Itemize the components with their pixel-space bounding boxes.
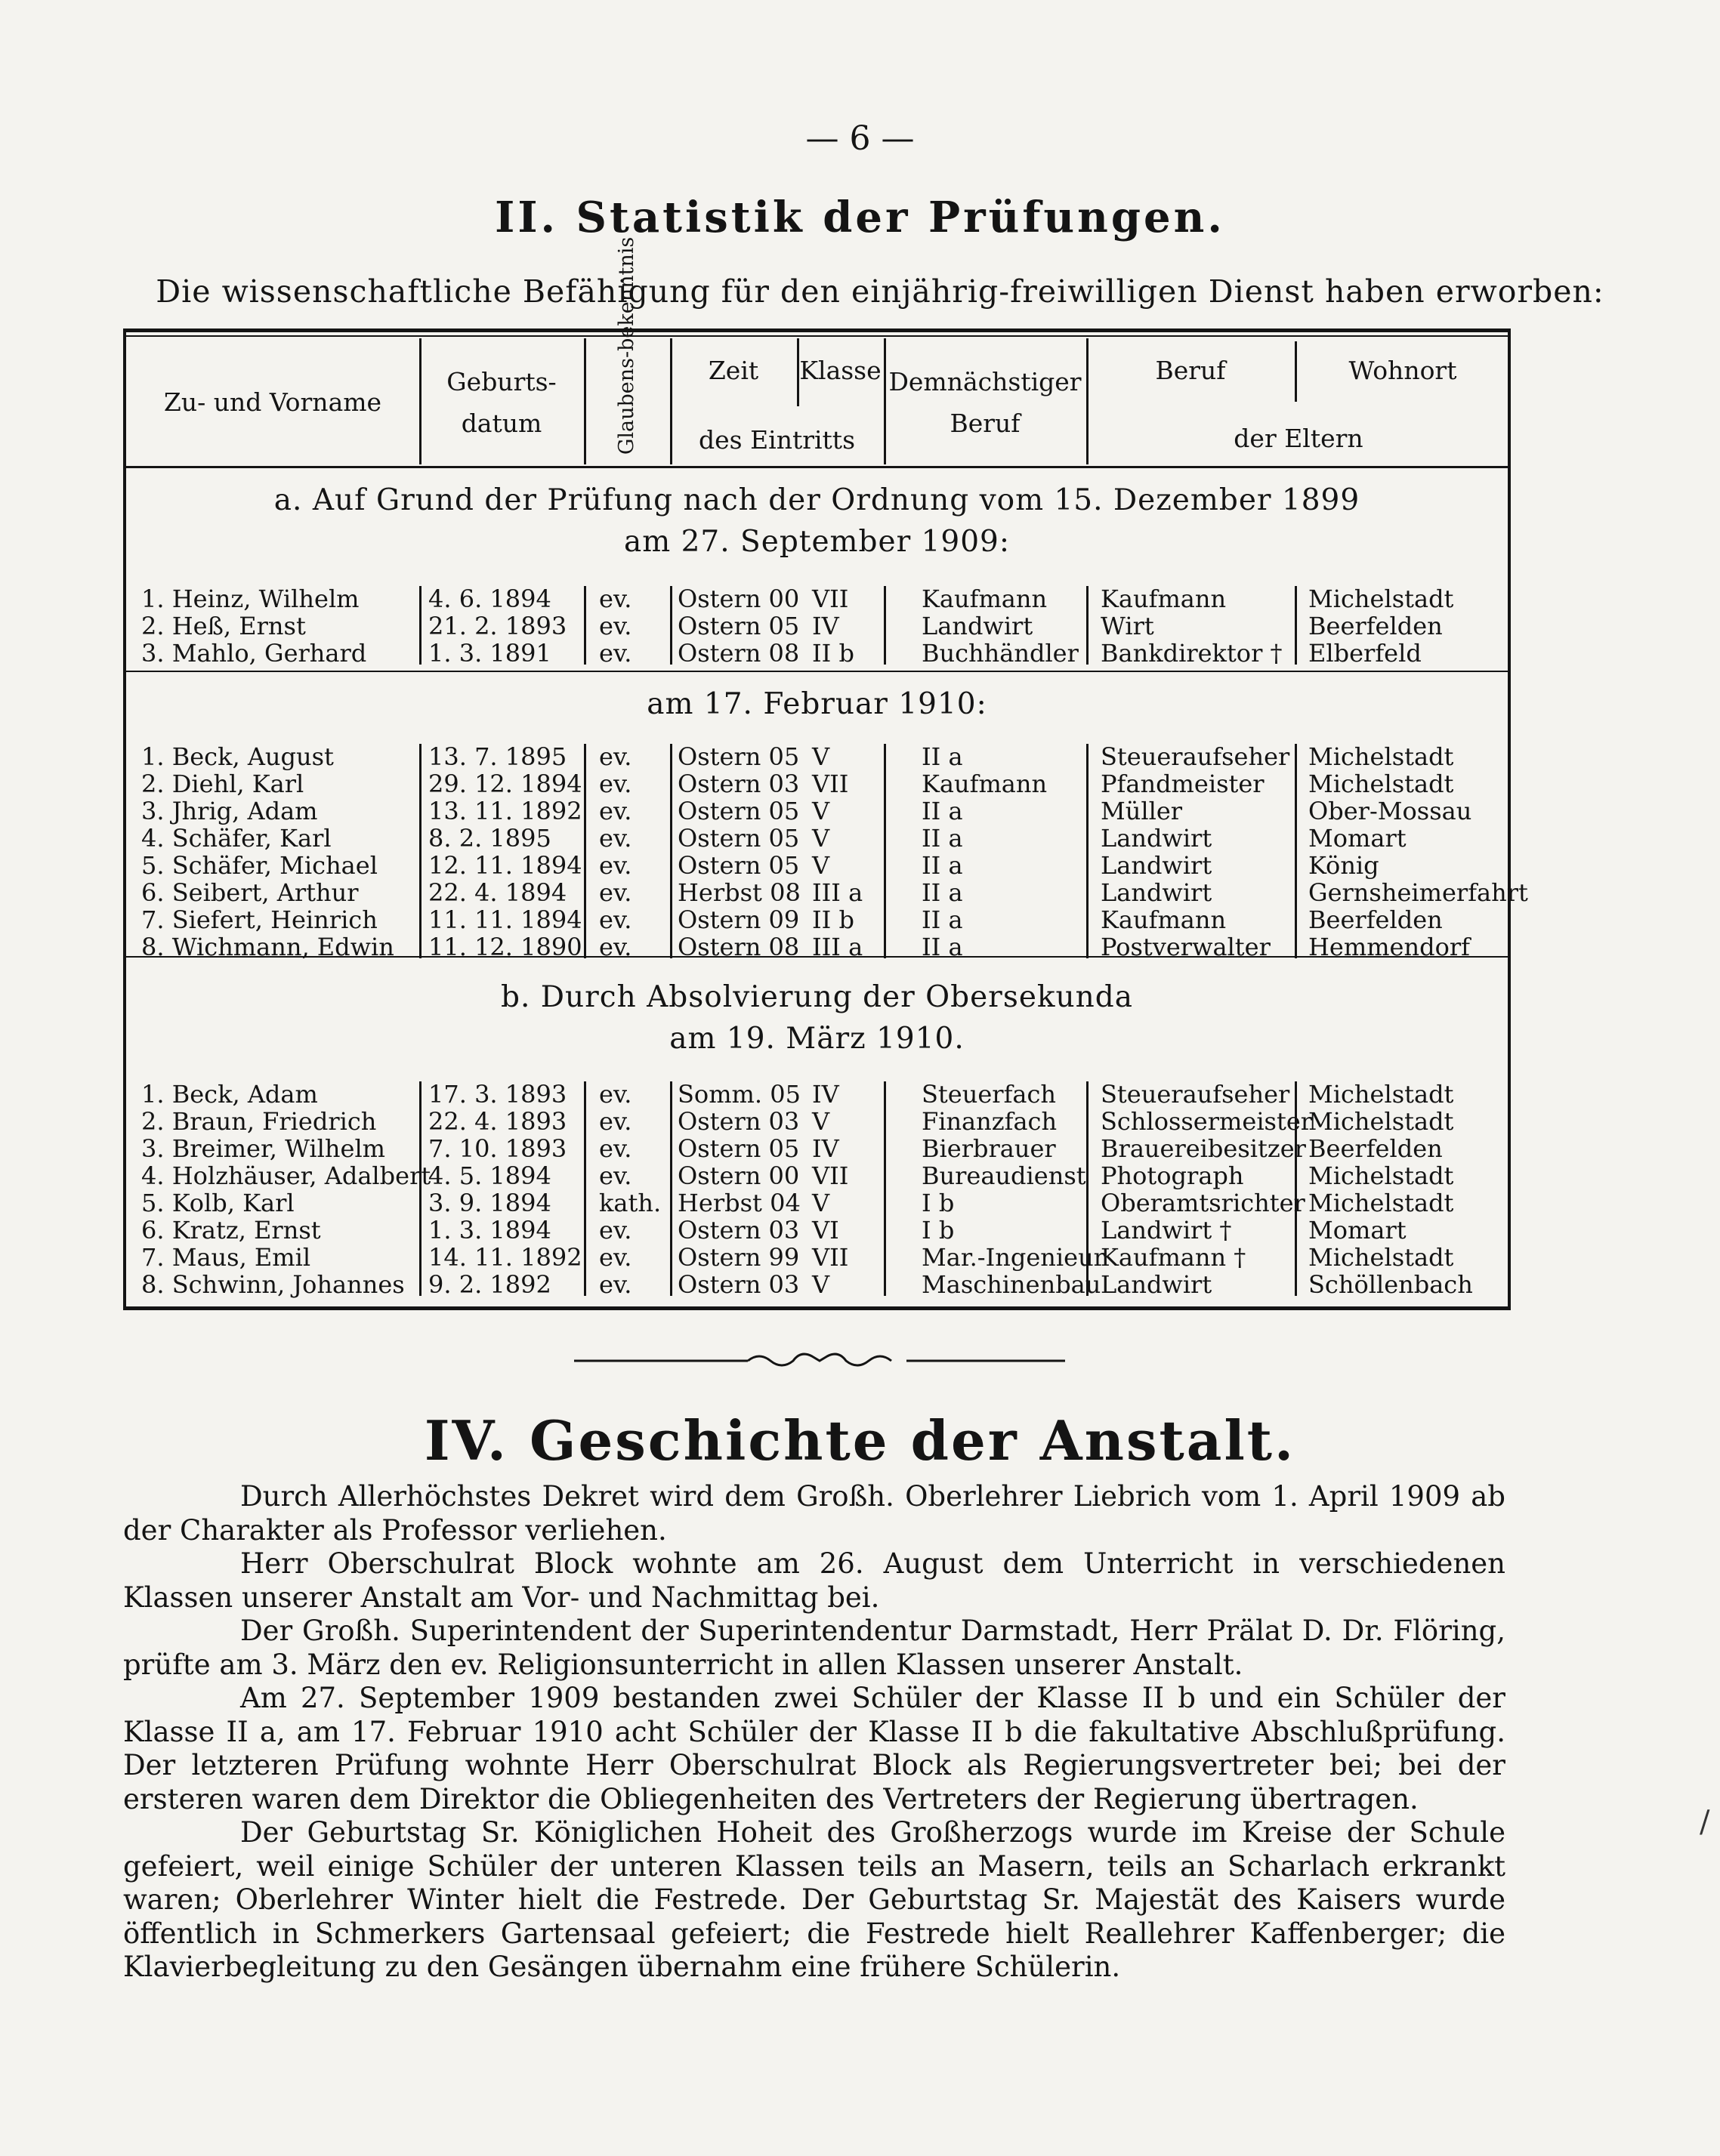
future-profession-cell: Mar.-Ingenieur: [922, 1243, 1105, 1272]
parents-residence-cell: Hemmendorf: [1308, 933, 1470, 961]
entry-class-cell: V: [812, 742, 830, 771]
religion-cell: ev.: [599, 639, 632, 668]
student-name-cell: 4. Schäfer, Karl: [141, 824, 332, 853]
header-time: Zeit: [708, 356, 759, 385]
parents-profession-cell: Steueraufseher: [1101, 742, 1290, 771]
history-paragraph: Der Großh. Superintendent der Superintendentur Darmstadt, Herr Prälat D. Dr. Flöring, prüfte am 3. März den ev. Religionsunterricht in allen Klassen unserer Anstalt.: [123, 1615, 1505, 1681]
table-row: [126, 584, 1508, 612]
parents-profession-cell: Schlossermeister: [1101, 1107, 1313, 1136]
future-profession-cell: II a: [922, 905, 963, 934]
future-profession-cell: Buchhändler: [922, 639, 1079, 668]
group-b-title: b. Durch Absolvierung der Obersekunda: [501, 980, 1133, 1014]
entry-term-cell: Ostern 05: [678, 612, 800, 640]
group-a1-date: am 27. September 1909:: [623, 525, 1011, 559]
column-divider: [1295, 1081, 1297, 1296]
column-divider: [1086, 744, 1089, 958]
table-row: [126, 742, 1508, 770]
parents-residence-cell: Michelstadt: [1308, 1161, 1454, 1190]
religion-cell: ev.: [599, 824, 632, 853]
religion-cell: ev.: [599, 933, 632, 961]
intro-text: Die wissenschaftliche Befähigung für den einjährig-freiwilligen Dienst haben erworben:: [156, 273, 1604, 310]
future-profession-cell: II a: [922, 742, 963, 771]
entry-term-cell: Somm. 05: [678, 1080, 801, 1109]
religion-cell: ev.: [599, 1107, 632, 1136]
birth-date-cell: 13. 11. 1892: [428, 797, 582, 825]
birth-date-cell: 14. 11. 1892: [428, 1243, 582, 1272]
header-entry: des Eintritts: [698, 425, 856, 455]
group-a2-date: am 17. Februar 1910:: [647, 687, 987, 721]
entry-class-cell: VII: [812, 770, 849, 798]
student-name-cell: 7. Siefert, Heinrich: [141, 905, 378, 934]
table-row: [126, 639, 1508, 666]
history-paragraph: Der Geburtstag Sr. Königlichen Hoheit des Großherzogs wurde im Kreise der Schule gefeiert, weil einige Schüler der unteren Klassen teils an Masern, teils an Scharlach erkrankt waren; Oberlehrer Winter hielt die Festrede. Der Geburtstag Sr. Majestät des Kaisers wurde öffentlich in Schmerkers Gartensaal gefeiert; die Festrede hielt Reallehrer Kaffenberger; die Klavierbegleitung zu den Gesängen übernahm eine frühere Schülerin.: [123, 1816, 1505, 1983]
entry-term-cell: Ostern 03: [678, 1107, 800, 1136]
header-parents-job: Beruf: [1155, 356, 1226, 385]
student-name-cell: 1. Beck, Adam: [141, 1080, 318, 1109]
table-row: [126, 824, 1508, 851]
student-name-cell: 3. Breimer, Wilhelm: [141, 1134, 386, 1163]
entry-class-cell: III a: [812, 878, 863, 907]
entry-class-cell: VII: [812, 584, 849, 613]
religion-cell: ev.: [599, 1161, 632, 1190]
religion-cell: ev.: [599, 584, 632, 613]
parents-residence-cell: Michelstadt: [1308, 1080, 1454, 1109]
page-number: — 6 —: [805, 119, 915, 158]
table-row: [126, 1080, 1508, 1107]
section-title-statistics: II. Statistik der Prüfungen.: [495, 193, 1225, 242]
entry-term-cell: Ostern 99: [678, 1243, 800, 1272]
future-profession-cell: II a: [922, 933, 963, 961]
entry-term-cell: Ostern 05: [678, 742, 800, 771]
entry-class-cell: VI: [812, 1216, 839, 1245]
birth-date-cell: 3. 9. 1894: [428, 1189, 551, 1217]
entry-class-cell: V: [812, 1107, 830, 1136]
parents-profession-cell: Landwirt †: [1101, 1216, 1232, 1245]
religion-cell: ev.: [599, 612, 632, 640]
birth-date-cell: 9. 2. 1892: [428, 1270, 551, 1299]
column-divider: [884, 586, 886, 665]
entry-term-cell: Herbst 08: [678, 878, 801, 907]
parents-profession-cell: Landwirt: [1101, 1270, 1212, 1299]
birth-date-cell: 29. 12. 1894: [428, 770, 582, 798]
header-future-line2: Beruf: [950, 409, 1021, 438]
parents-profession-cell: Wirt: [1101, 612, 1154, 640]
future-profession-cell: Kaufmann: [922, 770, 1048, 798]
birth-date-cell: 7. 10. 1893: [428, 1134, 567, 1163]
parents-residence-cell: Beerfelden: [1308, 1134, 1443, 1163]
entry-class-cell: VII: [812, 1161, 849, 1190]
parents-profession-cell: Kaufmann: [1101, 584, 1227, 613]
future-profession-cell: II a: [922, 797, 963, 825]
header-birth-line1: Geburts-: [446, 367, 557, 396]
parents-residence-cell: Momart: [1308, 1216, 1407, 1245]
entry-term-cell: Ostern 05: [678, 851, 800, 880]
history-text: [123, 1480, 1505, 1985]
parents-profession-cell: Landwirt: [1101, 878, 1212, 907]
parents-residence-cell: Momart: [1308, 824, 1407, 853]
column-divider: [670, 744, 672, 958]
entry-term-cell: Ostern 03: [678, 1216, 800, 1245]
student-name-cell: 8. Schwinn, Johannes: [141, 1270, 405, 1299]
birth-date-cell: 4. 5. 1894: [428, 1161, 551, 1190]
religion-cell: kath.: [599, 1189, 662, 1217]
parents-residence-cell: Michelstadt: [1308, 770, 1454, 798]
ornament-divider: [574, 1346, 1065, 1376]
future-profession-cell: Maschinenbau: [922, 1270, 1101, 1299]
entry-term-cell: Ostern 03: [678, 1270, 800, 1299]
entry-class-cell: V: [812, 851, 830, 880]
column-divider: [584, 1081, 586, 1296]
header-divider: [584, 338, 586, 464]
table-row: [126, 1107, 1508, 1134]
parents-profession-cell: Müller: [1101, 797, 1183, 825]
future-profession-cell: I b: [922, 1189, 955, 1217]
table-row: [126, 1216, 1508, 1243]
entry-class-cell: IV: [812, 1080, 839, 1109]
entry-term-cell: Ostern 00: [678, 1161, 800, 1190]
parents-residence-cell: Ober-Mossau: [1308, 797, 1472, 825]
student-name-cell: 3. Jhrig, Adam: [141, 797, 318, 825]
parents-residence-cell: Gernsheimerfahrt: [1308, 878, 1528, 907]
birth-date-cell: 21. 2. 1893: [428, 612, 567, 640]
religion-cell: ev.: [599, 851, 632, 880]
student-name-cell: 6. Seibert, Arthur: [141, 878, 359, 907]
birth-date-cell: 1. 3. 1891: [428, 639, 551, 668]
header-name: Zu- und Vorname: [163, 387, 382, 417]
history-paragraph: Herr Oberschulrat Block wohnte am 26. August dem Unterricht in verschiedenen Klassen unserer Anstalt am Vor- und Nachmittag bei.: [123, 1547, 1505, 1614]
parents-residence-cell: Michelstadt: [1308, 1107, 1454, 1136]
parents-profession-cell: Oberamtsrichter: [1101, 1189, 1305, 1217]
parents-profession-cell: Photograph: [1101, 1161, 1244, 1190]
column-divider: [670, 1081, 672, 1296]
parents-residence-cell: Beerfelden: [1308, 905, 1443, 934]
table-row: [126, 1134, 1508, 1161]
future-profession-cell: Finanzfach: [922, 1107, 1058, 1136]
entry-term-cell: Ostern 03: [678, 770, 800, 798]
religion-cell: ev.: [599, 797, 632, 825]
birth-date-cell: 22. 4. 1893: [428, 1107, 567, 1136]
student-name-cell: 5. Schäfer, Michael: [141, 851, 378, 880]
table-row: [126, 878, 1528, 907]
column-divider: [419, 1081, 422, 1296]
parents-residence-cell: Beerfelden: [1308, 612, 1443, 640]
future-profession-cell: Bureaudienst: [922, 1161, 1086, 1190]
header-parents-home: Wohnort: [1348, 356, 1457, 385]
birth-date-cell: 4. 6. 1894: [428, 584, 551, 613]
column-divider: [1295, 586, 1297, 665]
column-divider: [884, 1081, 886, 1296]
parents-profession-cell: Landwirt: [1101, 824, 1212, 853]
birth-date-cell: 1. 3. 1894: [428, 1216, 551, 1245]
column-divider: [670, 586, 672, 665]
entry-term-cell: Ostern 05: [678, 824, 800, 853]
entry-class-cell: V: [812, 1270, 830, 1299]
entry-class-cell: V: [812, 824, 830, 853]
birth-date-cell: 8. 2. 1895: [428, 824, 551, 853]
table-row: [126, 905, 1508, 933]
header-divider: [884, 338, 886, 464]
entry-class-cell: VII: [812, 1243, 849, 1272]
column-divider: [1086, 1081, 1089, 1296]
student-name-cell: 5. Kolb, Karl: [141, 1189, 295, 1217]
student-name-cell: 1. Heinz, Wilhelm: [141, 584, 360, 613]
parents-profession-cell: Pfandmeister: [1101, 770, 1265, 798]
table-row: [126, 612, 1508, 639]
parents-profession-cell: Brauereibesitzer: [1101, 1134, 1306, 1163]
column-divider: [884, 744, 886, 958]
student-name-cell: 2. Braun, Friedrich: [141, 1107, 377, 1136]
column-divider: [419, 586, 422, 665]
entry-term-cell: Ostern 08: [678, 933, 800, 961]
history-paragraph: Am 27. September 1909 bestanden zwei Schüler der Klasse II b und ein Schüler der Klasse II a, am 17. Februar 1910 acht Schüler der Klasse II b die fakultative Abschlußprüfung. Der letzteren Prüfung wohnte Herr Oberschulrat Block als Regierungsvertreter bei; bei der ersteren waren dem Direktor die Obliegenheiten des Vertreters der Regierung übertragen.: [123, 1682, 1505, 1815]
entry-class-cell: II b: [812, 905, 854, 934]
header-religion: Glaubens-bekenntnis: [614, 236, 638, 455]
column-divider: [584, 586, 586, 665]
parents-residence-cell: Schöllenbach: [1308, 1270, 1473, 1299]
margin-mark: /: [1700, 1805, 1710, 1840]
entry-term-cell: Ostern 00: [678, 584, 800, 613]
header-birth-line2: datum: [461, 409, 542, 438]
parents-profession-cell: Kaufmann †: [1101, 1243, 1246, 1272]
student-name-cell: 3. Mahlo, Gerhard: [141, 639, 367, 668]
parents-profession-cell: Postverwalter: [1101, 933, 1271, 961]
birth-date-cell: 17. 3. 1893: [428, 1080, 567, 1109]
religion-cell: ev.: [599, 905, 632, 934]
table-row: [126, 797, 1508, 824]
religion-cell: ev.: [599, 1080, 632, 1109]
table-row: [126, 1189, 1508, 1216]
entry-class-cell: IV: [812, 1134, 839, 1163]
group-separator: [126, 956, 1508, 958]
column-divider: [1086, 586, 1089, 665]
table-row: [126, 770, 1508, 797]
religion-cell: ev.: [599, 1216, 632, 1245]
future-profession-cell: II a: [922, 824, 963, 853]
column-divider: [1295, 744, 1297, 958]
future-profession-cell: Steuerfach: [922, 1080, 1057, 1109]
religion-cell: ev.: [599, 1243, 632, 1272]
header-class: Klasse: [799, 356, 882, 385]
section-title-history: IV. Geschichte der Anstalt.: [424, 1408, 1296, 1473]
entry-class-cell: V: [812, 1189, 830, 1217]
parents-residence-cell: Michelstadt: [1308, 584, 1454, 613]
student-name-cell: 2. Diehl, Karl: [141, 770, 304, 798]
future-profession-cell: II a: [922, 851, 963, 880]
column-divider: [419, 744, 422, 958]
religion-cell: ev.: [599, 742, 632, 771]
future-profession-cell: Bierbrauer: [922, 1134, 1056, 1163]
religion-cell: ev.: [599, 1134, 632, 1163]
birth-date-cell: 22. 4. 1894: [428, 878, 567, 907]
parents-residence-cell: Michelstadt: [1308, 1243, 1454, 1272]
group-separator: [126, 671, 1508, 672]
table-row: [126, 1243, 1508, 1270]
entry-term-cell: Ostern 09: [678, 905, 800, 934]
entry-class-cell: IV: [812, 612, 839, 640]
future-profession-cell: II a: [922, 878, 963, 907]
religion-cell: ev.: [599, 770, 632, 798]
table-row: [126, 851, 1508, 878]
religion-cell: ev.: [599, 1270, 632, 1299]
group-b-date: am 19. März 1910.: [669, 1022, 965, 1056]
table-row: [126, 1161, 1508, 1189]
birth-date-cell: 11. 11. 1894: [428, 905, 582, 934]
parents-profession-cell: Bankdirektor †: [1101, 639, 1283, 668]
entry-class-cell: II b: [812, 639, 854, 668]
entry-term-cell: Ostern 08: [678, 639, 800, 668]
parents-residence-cell: Elberfeld: [1308, 639, 1422, 668]
student-name-cell: 7. Maus, Emil: [141, 1243, 311, 1272]
parents-profession-cell: Steueraufseher: [1101, 1080, 1290, 1109]
birth-date-cell: 13. 7. 1895: [428, 742, 567, 771]
parents-profession-cell: Landwirt: [1101, 851, 1212, 880]
entry-term-cell: Ostern 05: [678, 1134, 800, 1163]
entry-class-cell: V: [812, 797, 830, 825]
birth-date-cell: 11. 12. 1890: [428, 933, 582, 961]
parents-residence-cell: König: [1308, 851, 1379, 880]
parents-profession-cell: Kaufmann: [1101, 905, 1227, 934]
table-row: [126, 1270, 1508, 1297]
group-a-title: a. Auf Grund der Prüfung nach der Ordnung vom 15. Dezember 1899: [273, 483, 1360, 517]
header-divider: [419, 338, 422, 464]
student-name-cell: 8. Wichmann, Edwin: [141, 933, 394, 961]
student-name-cell: 2. Heß, Ernst: [141, 612, 306, 640]
header-future-line1: Demnächstiger: [888, 367, 1082, 396]
religion-cell: ev.: [599, 878, 632, 907]
birth-date-cell: 12. 11. 1894: [428, 851, 582, 880]
future-profession-cell: Landwirt: [922, 612, 1033, 640]
student-name-cell: 1. Beck, August: [141, 742, 334, 771]
header-top-rule: [126, 335, 1508, 337]
history-paragraph: Durch Allerhöchstes Dekret wird dem Großh. Oberlehrer Liebrich vom 1. April 1909 ab der Charakter als Professor verliehen.: [123, 1480, 1505, 1547]
future-profession-cell: Kaufmann: [922, 584, 1048, 613]
header-parents: der Eltern: [1234, 424, 1363, 453]
header-bottom-rule: [126, 466, 1508, 468]
entry-term-cell: Herbst 04: [678, 1189, 801, 1217]
student-name-cell: 6. Kratz, Ernst: [141, 1216, 321, 1245]
entry-term-cell: Ostern 05: [678, 797, 800, 825]
future-profession-cell: I b: [922, 1216, 955, 1245]
parents-residence-cell: Michelstadt: [1308, 1189, 1454, 1217]
column-divider: [584, 744, 586, 958]
entry-class-cell: III a: [812, 933, 863, 961]
parents-residence-cell: Michelstadt: [1308, 742, 1454, 771]
student-name-cell: 4. Holzhäuser, Adalbert: [141, 1161, 431, 1190]
